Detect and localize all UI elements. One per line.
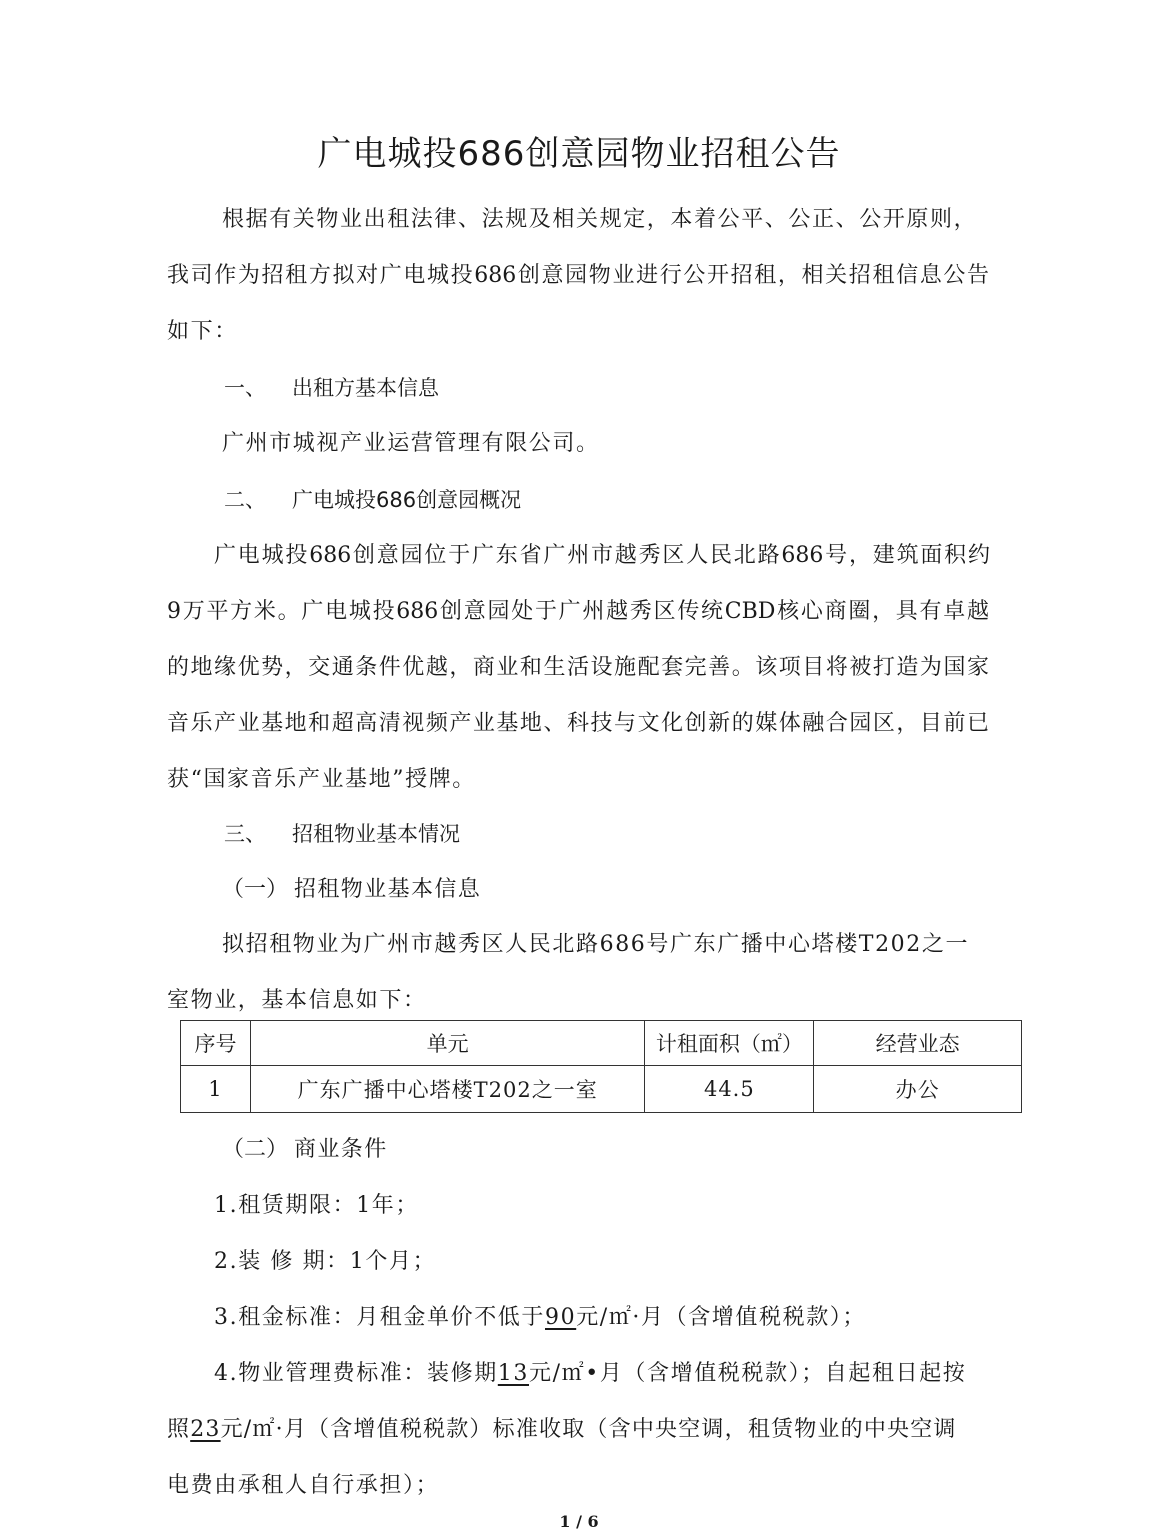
table-cell-area: 44.5	[645, 1066, 814, 1113]
management-fee-middle-2: 元/㎡·月（含增值税税款）标准收取（含中央空调，租赁物业的中央空调	[220, 1417, 957, 1442]
management-fee-prefix: 4.物业管理费标准：装修期	[214, 1361, 498, 1386]
subsection-1-number: （一）	[222, 877, 289, 902]
term-rent-standard	[214, 1302, 866, 1334]
table-header-index: 序号	[181, 1021, 251, 1066]
table-header-row	[181, 1021, 1022, 1066]
table-header-business: 经营业态	[814, 1021, 1022, 1066]
term-lease-period: 1.租赁期限：1年；	[214, 1193, 419, 1218]
section-3-heading	[224, 818, 460, 850]
intro-line-1: 根据有关物业出租法律、法规及相关规定，本着公平、公正、公开原则，	[222, 207, 978, 232]
section-1-body: 广州市城视产业运营管理有限公司。	[222, 431, 600, 456]
rent-standard-prefix: 3.租金标准：月租金单价不低于	[214, 1305, 545, 1330]
subsection-2-title: 商业条件	[294, 1137, 388, 1162]
term-management-fee-line-2	[167, 1414, 957, 1446]
intro-line-3: 如下：	[167, 319, 238, 344]
subsection-1-line-2: 室物业，基本信息如下：	[167, 988, 427, 1013]
property-info-table	[180, 1020, 1022, 1113]
section-3-number: 三、	[224, 822, 266, 846]
table-header-area: 计租面积（㎡）	[645, 1021, 814, 1066]
term-renovation-period: 2.装 修 期：1个月；	[214, 1249, 437, 1274]
subsection-1-title: 招租物业基本信息	[294, 877, 482, 902]
section-2-line-4: 音乐产业基地和超高清视频产业基地、科技与文化创新的媒体融合园区，目前已	[167, 711, 989, 736]
rent-standard-value: 90	[545, 1305, 577, 1330]
section-2-title: 广电城投686创意园概况	[292, 488, 522, 512]
section-2-line-3: 的地缘优势，交通条件优越，商业和生活设施配套完善。该项目将被打造为国家	[167, 655, 989, 680]
table-header-unit: 单元	[250, 1021, 645, 1066]
term-management-fee-line-3: 电费由承租人自行承担）；	[167, 1473, 440, 1498]
section-2-line-1: 广电城投686创意园位于广东省广州市越秀区人民北路686号，建筑面积约	[214, 543, 990, 568]
section-1-title: 出租方基本信息	[292, 376, 439, 400]
section-1-heading	[224, 372, 439, 404]
table-row	[181, 1066, 1022, 1113]
intro-line-2: 我司作为招租方拟对广电城投686创意园物业进行公开招租，相关招租信息公告	[167, 263, 989, 288]
subsection-1-line-1: 拟招租物业为广州市越秀区人民北路686号广东广播中心塔楼T202之一	[222, 932, 970, 957]
page-title: 广电城投686创意园物业招租公告	[317, 134, 841, 174]
table-cell-unit: 广东广播中心塔楼T202之一室	[250, 1066, 645, 1113]
section-1-number: 一、	[224, 376, 266, 400]
management-fee-renovation-value: 13	[497, 1361, 529, 1386]
term-management-fee	[214, 1358, 966, 1390]
management-fee-middle: 元/㎡•月（含增值税税款）；自起租日起按	[529, 1361, 967, 1386]
section-2-heading	[224, 484, 521, 516]
subsection-2-number: （二）	[222, 1137, 289, 1162]
subsection-1-heading	[222, 874, 481, 906]
table-cell-index: 1	[181, 1066, 251, 1113]
section-3-title: 招租物业基本情况	[292, 822, 460, 846]
section-2-line-5: 获“国家音乐产业基地”授牌。	[167, 767, 476, 792]
management-fee-prefix-2: 照	[167, 1417, 191, 1442]
subsection-2-heading	[222, 1134, 388, 1166]
page-number: 1 / 6	[559, 1512, 599, 1531]
section-2-number: 二、	[224, 488, 266, 512]
section-2-line-2: 9万平方米。广电城投686创意园处于广州越秀区传统CBD核心商圈，具有卓越	[167, 599, 989, 624]
management-fee-standard-value: 23	[190, 1417, 221, 1442]
rent-standard-suffix: 元/㎡·月（含增值税税款）；	[576, 1305, 867, 1330]
table-cell-business: 办公	[814, 1066, 1022, 1113]
